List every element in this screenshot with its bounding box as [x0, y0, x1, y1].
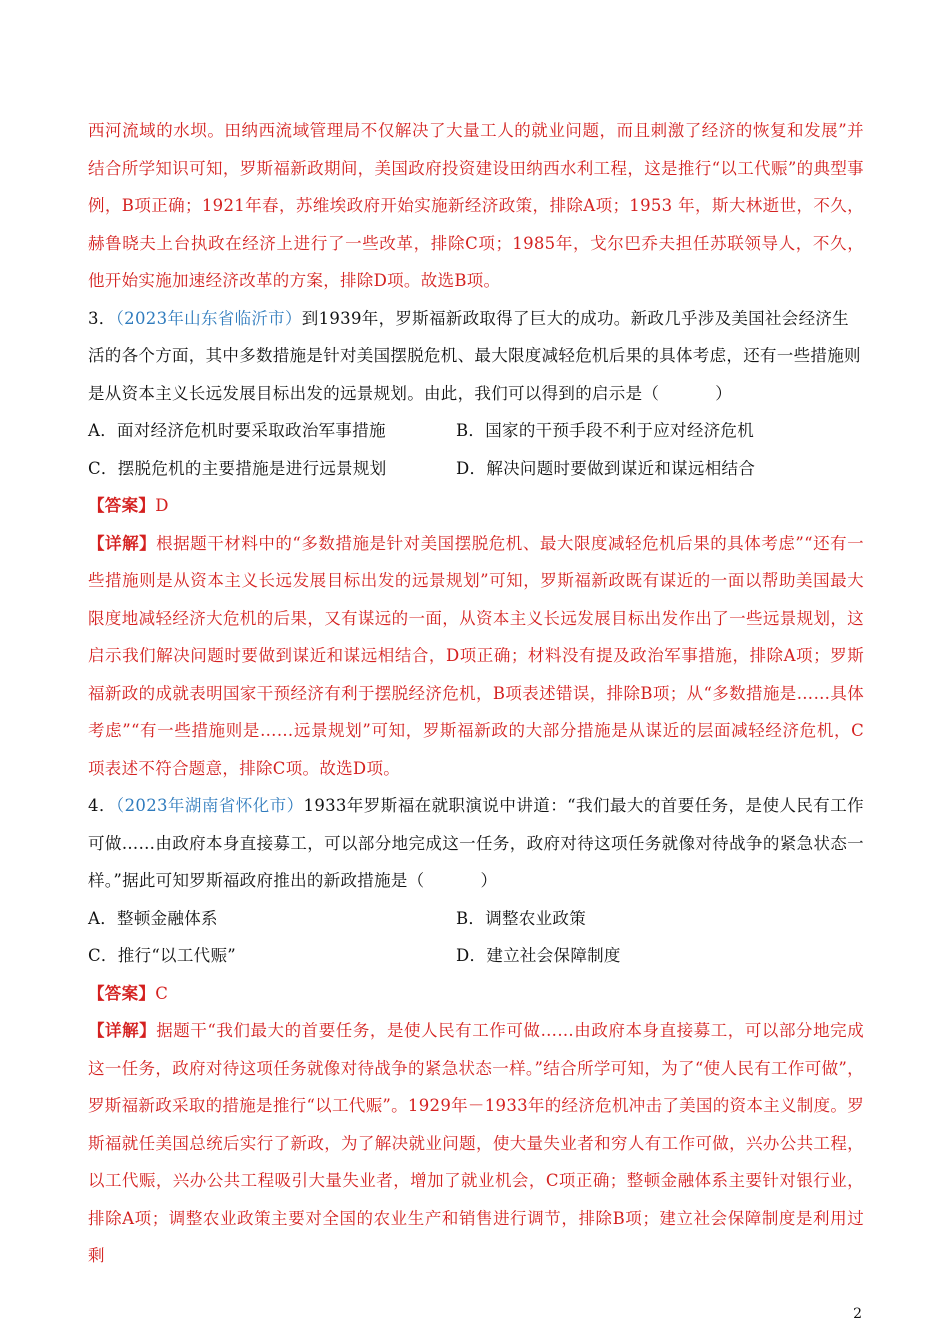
question-4-stem: [88, 787, 864, 900]
options-row: [88, 937, 864, 975]
question-source-open: （: [115, 796, 125, 815]
option-d: D．建立社会保障制度: [456, 946, 621, 965]
option-c: C．摆脱危机的主要措施是进行远景规划: [88, 458, 387, 478]
options-row: [88, 450, 864, 488]
question-source: 2023年山东省临沂市: [124, 308, 285, 328]
option-c: C．推行“以工代赈”: [88, 946, 236, 965]
page-content: [88, 112, 864, 1275]
detail-paragraph: [88, 1012, 864, 1275]
answer-label: 【答案】: [88, 983, 156, 1003]
question-text: 到1939年，罗斯福新政取得了巨大的成功。新政几乎涉及美国社会经济生活的各个方面，其中多数措施是针对美国摆脱危机、最大限度减轻危机后果的具体考虑，还有一些措施则是从资本主义长远发展目标出发的远景规划。由此，我们可以得到的启示是（: [88, 308, 861, 403]
question-source-close: ）: [286, 796, 304, 815]
option-d: D．解决问题时要做到谋近和谋远相结合: [456, 458, 756, 478]
question-3-stem: [88, 300, 864, 413]
answer-label: 【答案】: [88, 496, 156, 515]
options-row: [88, 412, 864, 450]
answer-line: [88, 487, 864, 525]
question-source: 2023年湖南省怀化市: [124, 796, 287, 815]
detail-text: 据题干“我们最大的首要任务，是使人民有工作可做……由政府本身直接募工，可以部分地完成这一任务，政府对待这项任务就像对待战争的紧急状态一样。”结合所学可知，为了“使人民有工作可做”，罗斯福新政采取的措施是推行“以工代赈”。1929年－1933年的经济危机冲击了美国的资本主义制度。罗斯福就任美国总统后实行了新政，为了解决就业问题，使大量失业者和穷人有工作可做，兴办公共工程，以工代赈，兴办公共工程吸引大量失业者，增加了就业机会，C项正确；整顿金融体系主要针对银行业，排除A项；调整农业政策主要对全国的农业生产和销售进行调节，排除B项；建立社会保障制度是利用过剩: [88, 1021, 864, 1265]
detail-label: 【详解】: [88, 1021, 157, 1040]
question-text: 1933年罗斯福在就职演说中讲道：“我们最大的首要任务，是使人民有工作可做……由政府本身直接募工，可以部分地完成这一任务，政府对待这项任务就像对待战争的紧急状态一样。”据此可知罗斯福政府推出的新政措施是（: [88, 796, 864, 890]
detail-text: 根据题干材料中的“多数措施是针对美国摆脱危机、最大限度减轻危机后果的具体考虑”“还有一些措施则是从资本主义长远发展目标出发的远景规划”可知，罗斯福新政既有谋近的一面以帮助美国最大限度地减轻经济大危机的后果，又有谋远的一面，从资本主义长远发展目标出发作出了一些远景规划，这启示我们解决问题时要做到谋近和谋远相结合，D项正确；材料没有提及政治军事措施，排除A项；罗斯福新政的成就表明国家干预经济有利于摆脱经济危机，B项表述错误，排除B项；从“多数措施是……具体考虑”“有一些措施则是……远景规划”可知，罗斯福新政的大部分措施是从谋近的层面减轻经济危机，C项表述不符合题意，排除C项。故选D项。: [88, 533, 864, 778]
previous-answer-detail-continuation: 西河流域的水坝。田纳西流域管理局不仅解决了大量工人的就业问题，而且刺激了经济的恢复和发展”并结合所学知识可知，罗斯福新政期间，美国政府投资建设田纳西水利工程，这是推行“以工代赈”的典型事例，B项正确；1921年春，苏维埃政府开始实施新经济政策，排除A项；1953 年，斯大林逝世，不久，赫鲁晓夫上台执政在经济上进行了一些改革，排除C项；1985年，戈尔巴乔夫担任苏联领导人，不久，他开始实施加速经济改革的方案，排除D项。故选B项。: [88, 121, 864, 290]
question-3: [88, 300, 864, 788]
question-number: 4．: [88, 796, 116, 815]
question-text-end: ）: [715, 383, 733, 403]
question-source-open: （: [115, 308, 125, 328]
question-4: [88, 787, 864, 1275]
option-b: B．国家的干预手段不利于应对经济危机: [456, 421, 755, 440]
option-a: A．面对经济危机时要采取政治军事措施: [88, 421, 386, 440]
page-number: 2: [853, 1306, 862, 1322]
question-number: 3．: [88, 308, 116, 328]
detail-label: 【详解】: [88, 533, 157, 553]
answer-value: D: [155, 496, 169, 515]
option-a: A．整顿金融体系: [88, 908, 218, 928]
question-text-end: ）: [480, 871, 498, 890]
detail-paragraph: [88, 525, 864, 788]
question-source-close: ）: [284, 308, 302, 328]
options-row: [88, 900, 864, 938]
option-b: B．调整农业政策: [456, 908, 587, 928]
answer-value: C: [155, 983, 169, 1003]
answer-line: [88, 975, 864, 1013]
